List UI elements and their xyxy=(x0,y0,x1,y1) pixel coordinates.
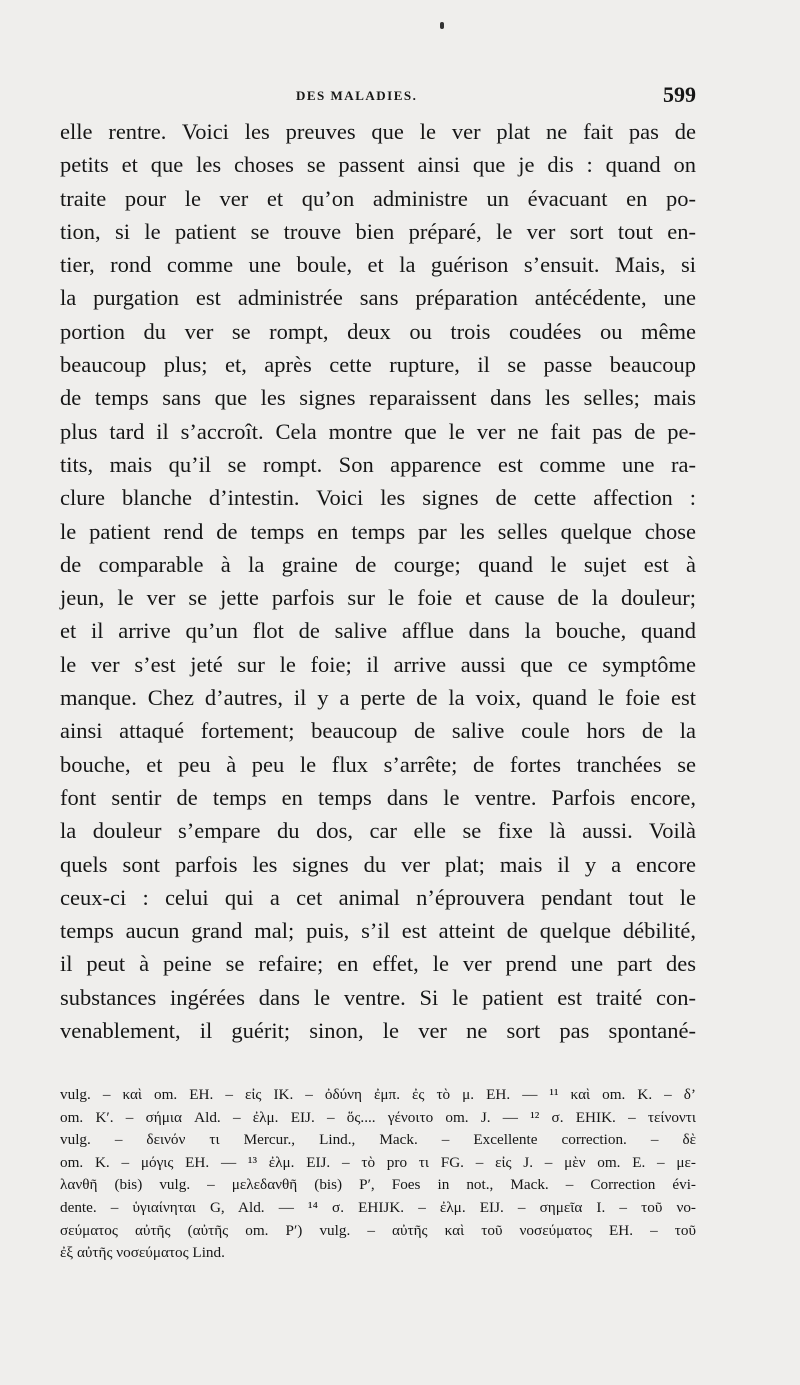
footnote-line: vulg. – δεινόν τι Mercur., Lind., Mack. – Excellente correction. – δὲ xyxy=(60,1131,696,1149)
text-line: le patient rend de temps en temps par les selles quelque chose xyxy=(60,518,696,544)
text-line: bouche, et peu à peu le flux s’arrête; de fortes tranchées se xyxy=(60,751,696,777)
footnote-line: dente. – ὑγιαίνηται G, Ald. — ¹⁴ σ. EHIJK. – ἐλμ. EIJ. – σημεῖα I. – τοῦ νο- xyxy=(60,1198,696,1216)
text-line: la douleur s’empare du dos, car elle se fixe là aussi. Voilà xyxy=(60,818,696,844)
text-line: et il arrive qu’un flot de salive afflue dans la bouche, quand xyxy=(60,618,696,644)
text-line: petits et que les choses se passent ainsi que je dis : quand on xyxy=(60,152,696,178)
text-line: elle rentre. Voici les preuves que le ver plat ne fait pas de xyxy=(60,119,696,144)
text-line: de temps sans que les signes reparaissent dans les selles; mais xyxy=(60,385,696,411)
footnote-line: om. K′. – σήμια Ald. – ἐλμ. EIJ. – ὅς.... γένοιτο om. J. — ¹² σ. EHIK. – τείνοντι xyxy=(60,1108,696,1126)
footnotes-block xyxy=(60,1084,696,1265)
text-line: tits, mais qu’il se rompt. Son apparence est comme une ra- xyxy=(60,451,696,477)
text-line: temps aucun grand mal; puis, s’il est atteint de quelque débilité, xyxy=(60,918,696,944)
text-line: clure blanche d’intestin. Voici les signes de cette affection : xyxy=(60,485,696,511)
text-line: jeun, le ver se jette parfois sur le foie et cause de la douleur; xyxy=(60,585,696,611)
ink-speck xyxy=(440,22,444,29)
text-line: portion du ver se rompt, deux ou trois coudées ou même xyxy=(60,318,696,344)
text-line: manque. Chez d’autres, il y a perte de la voix, quand le foie est xyxy=(60,685,696,711)
text-line: ceux-ci : celui qui a cet animal n’éprouvera pendant tout le xyxy=(60,884,696,910)
text-line: substances ingérées dans le ventre. Si le patient est traité con- xyxy=(60,984,696,1010)
main-text-block xyxy=(60,115,696,1047)
text-line: beaucoup plus; et, après cette rupture, il se passe beaucoup xyxy=(60,352,696,378)
text-line: de comparable à la graine de courge; quand le sujet est à xyxy=(60,551,696,577)
page-header xyxy=(60,84,700,112)
text-line: la purgation est administrée sans préparation antécédente, une xyxy=(60,285,696,311)
footnote-line: vulg. – καὶ om. EH. – εἰς IK. – ὀδύνη ἐμπ. ἐς τὸ μ. EH. — ¹¹ καὶ om. K. – δ’ xyxy=(60,1086,696,1103)
text-line: le ver s’est jeté sur le foie; il arrive aussi que ce symptôme xyxy=(60,651,696,677)
running-title: DES MALADIES. xyxy=(296,88,418,103)
footnote-line: ἐξ αὐτῆς νοσεύματος Lind. xyxy=(60,1244,225,1262)
text-line: venablement, il guérit; sinon, le ver ne sort pas spontané- xyxy=(60,1018,696,1044)
text-line: tion, si le patient se trouve bien préparé, le ver sort tout en- xyxy=(60,218,696,244)
footnote-line: λανθῆ (bis) vulg. – μελεδανθῆ (bis) P′, Foes in not., Mack. – Correction évi- xyxy=(60,1176,696,1194)
page-number: 599 xyxy=(663,82,696,107)
text-line: traite pour le ver et qu’on administre un évacuant en po- xyxy=(60,185,696,211)
text-line: quels sont parfois les signes du ver plat; mais il y a encore xyxy=(60,851,696,877)
footnote-line: σεύματος αὐτῆς (αὐτῆς om. P′) vulg. – αὐτῆς καὶ τοῦ νοσεύματος EH. – τοῦ xyxy=(60,1221,696,1239)
text-line: il peut à peine se refaire; en effet, le ver prend une part des xyxy=(60,951,696,977)
text-line: font sentir de temps en temps dans le ventre. Parfois encore, xyxy=(60,784,696,810)
text-line: tier, rond comme une boule, et la guérison s’ensuit. Mais, si xyxy=(60,252,696,278)
footnote-line: om. K. – μόγις EH. — ¹³ ἐλμ. EIJ. – τὸ pro τι FG. – εἰς J. – μὲν om. E. – με- xyxy=(60,1153,696,1171)
text-line: plus tard il s’accroît. Cela montre que le ver ne fait pas de pe- xyxy=(60,418,696,444)
text-line: ainsi attaqué fortement; beaucoup de salive coule hors de la xyxy=(60,718,696,744)
